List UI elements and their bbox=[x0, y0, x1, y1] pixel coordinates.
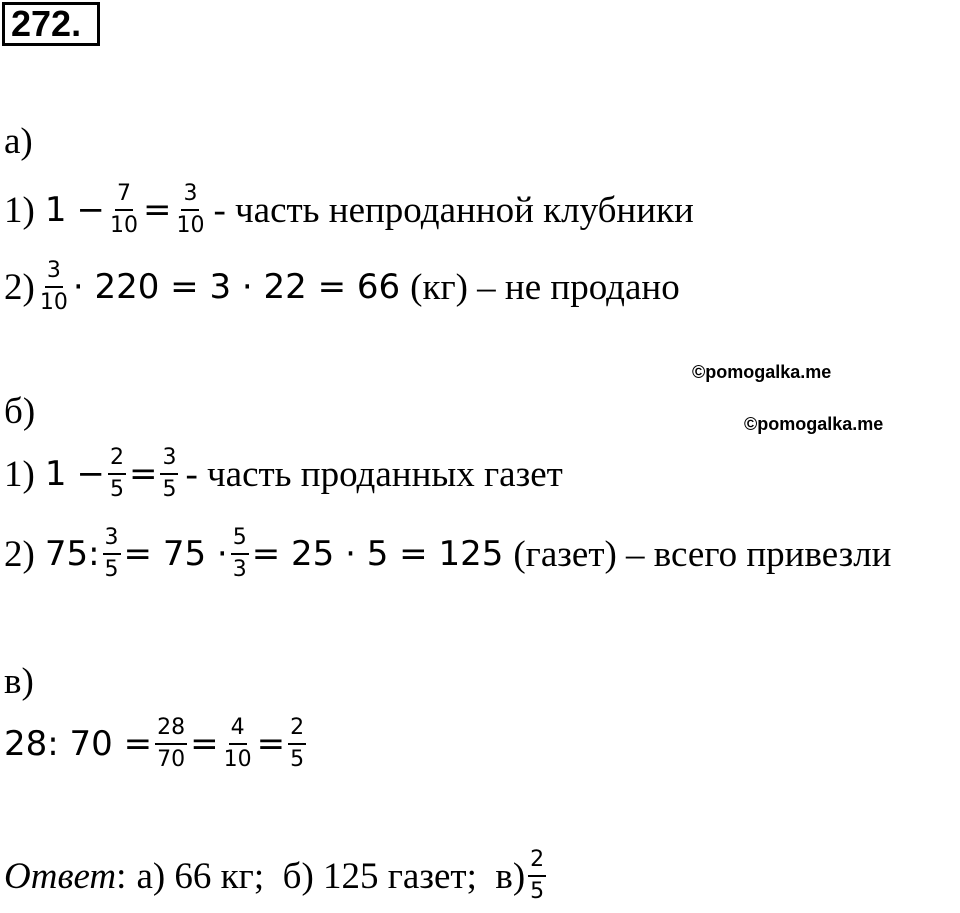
answer-label: Ответ bbox=[4, 855, 117, 897]
math-expression: = 75 · bbox=[123, 534, 228, 574]
answer-colon: : bbox=[116, 855, 127, 897]
answer-text: а) 66 кг; б) 125 газет; в) bbox=[136, 855, 526, 897]
denominator: 5 bbox=[290, 747, 305, 772]
minus-sign: − bbox=[76, 190, 105, 230]
math-expression: · 220 = 3 · 22 = 66 bbox=[72, 267, 401, 307]
denominator: 3 bbox=[232, 557, 247, 582]
part-a-label: а) bbox=[4, 121, 33, 162]
numerator: 2 bbox=[288, 717, 306, 745]
part-a-line-2 bbox=[4, 255, 680, 319]
equals-sign: = bbox=[190, 724, 219, 764]
denominator: 5 bbox=[530, 879, 545, 904]
fraction bbox=[528, 849, 546, 903]
part-c-line bbox=[4, 712, 309, 776]
fraction bbox=[103, 527, 121, 581]
numerator: 2 bbox=[528, 849, 546, 877]
denominator: 10 bbox=[176, 213, 205, 238]
explanation-text: - часть проданных газет bbox=[185, 453, 563, 495]
part-a-line-1 bbox=[4, 180, 694, 240]
explanation-text: - часть непроданной клубники bbox=[213, 189, 694, 231]
part-b-label: б) bbox=[4, 391, 36, 432]
problem-number: 272. bbox=[2, 2, 100, 46]
denominator: 5 bbox=[109, 477, 124, 502]
explanation-text: (кг) – не продано bbox=[410, 266, 680, 308]
fraction bbox=[108, 447, 126, 501]
equals-sign: = bbox=[256, 724, 286, 764]
numerator: 5 bbox=[231, 527, 249, 555]
equals-sign: = bbox=[128, 454, 158, 494]
math-one: 1 bbox=[44, 454, 67, 494]
numerator: 3 bbox=[45, 260, 63, 288]
fraction bbox=[231, 527, 249, 581]
fraction bbox=[108, 183, 140, 237]
fraction bbox=[160, 447, 178, 501]
fraction bbox=[174, 183, 206, 237]
part-b-line-2 bbox=[4, 522, 891, 586]
denominator: 5 bbox=[162, 477, 177, 502]
explanation-text: (газет) – всего привезли bbox=[513, 533, 892, 575]
fraction bbox=[288, 717, 306, 771]
math-expression: = 25 · 5 = 125 bbox=[251, 534, 504, 574]
watermark: ©pomogalka.me bbox=[744, 414, 884, 434]
denominator: 10 bbox=[223, 747, 252, 772]
numerator: 3 bbox=[103, 527, 121, 555]
math-one: 1 bbox=[44, 190, 67, 230]
math-expression: 28: 70 = bbox=[4, 724, 153, 764]
fraction bbox=[155, 717, 187, 771]
numerator: 28 bbox=[155, 717, 187, 745]
fraction bbox=[222, 717, 254, 771]
numerator: 4 bbox=[229, 717, 247, 745]
equals-sign: = bbox=[142, 190, 172, 230]
denominator: 10 bbox=[39, 290, 68, 315]
numerator: 3 bbox=[181, 183, 199, 211]
step-number: 2) bbox=[4, 533, 35, 575]
denominator: 5 bbox=[104, 557, 119, 582]
fraction bbox=[38, 260, 70, 314]
numerator: 7 bbox=[115, 183, 133, 211]
minus-sign: − bbox=[76, 454, 105, 494]
answer-line bbox=[4, 842, 549, 910]
denominator: 10 bbox=[109, 213, 138, 238]
step-number: 1) bbox=[4, 189, 35, 231]
step-number: 2) bbox=[4, 266, 35, 308]
denominator: 70 bbox=[157, 747, 186, 772]
math-expression: 75: bbox=[44, 534, 100, 574]
step-number: 1) bbox=[4, 453, 35, 495]
part-c-label: в) bbox=[4, 661, 34, 702]
watermark: ©pomogalka.me bbox=[692, 362, 832, 382]
numerator: 3 bbox=[160, 447, 178, 475]
part-b-line-1 bbox=[4, 444, 563, 504]
numerator: 2 bbox=[108, 447, 126, 475]
